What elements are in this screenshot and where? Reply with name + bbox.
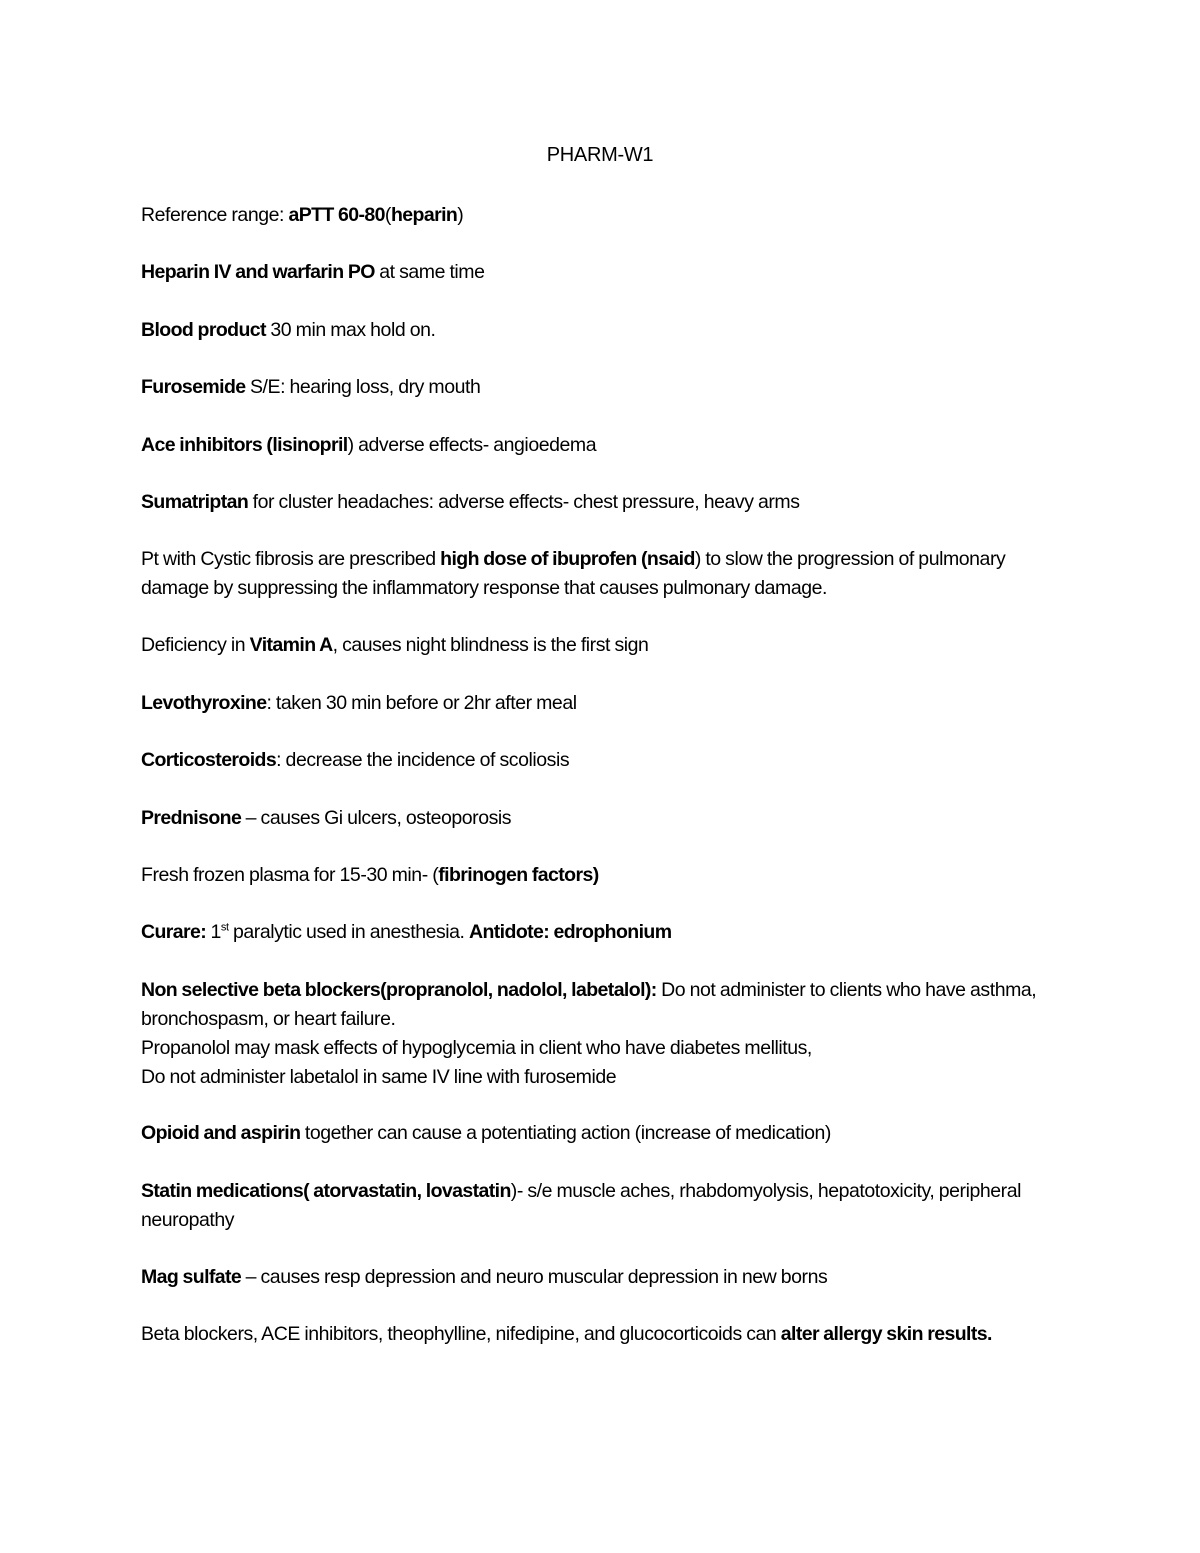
note-paragraph bbox=[141, 488, 1066, 517]
note-paragraph bbox=[141, 316, 1066, 345]
note-text: Pt with Cystic fibrosis are prescribed bbox=[141, 548, 441, 570]
bold-term: Opioid and aspirin bbox=[141, 1122, 301, 1144]
bold-term: heparin bbox=[390, 204, 458, 226]
note-paragraph bbox=[141, 1320, 1066, 1349]
note-text: ( bbox=[384, 204, 391, 226]
note-text: Reference range: bbox=[141, 204, 289, 226]
note-text: Do not administer labetalol in same IV line with furosemide bbox=[141, 1066, 617, 1088]
document-title: PHARM-W1 bbox=[546, 144, 654, 166]
note-paragraph bbox=[141, 201, 1066, 230]
note-text: ) adverse effects- angioedema bbox=[347, 434, 597, 456]
bold-term: Statin medications( atorvastatin, lovastatin bbox=[141, 1180, 511, 1202]
bold-term: Heparin IV and warfarin PO bbox=[141, 261, 375, 283]
note-paragraph bbox=[141, 631, 1066, 660]
note-paragraph bbox=[141, 689, 1066, 718]
note-paragraph bbox=[141, 1119, 1066, 1148]
bold-term: Antidote: edrophonium bbox=[469, 921, 672, 943]
note-paragraph bbox=[141, 431, 1066, 460]
bold-term: Corticosteroids bbox=[141, 749, 277, 771]
bold-term: Prednisone bbox=[141, 807, 242, 829]
bold-term: Non selective beta blockers(propranolol, nadolol, labetalol): bbox=[141, 979, 657, 1001]
note-text: – causes resp depression and neuro muscular depression in new borns bbox=[241, 1266, 828, 1288]
bold-term: fibrinogen factors) bbox=[438, 864, 599, 886]
note-paragraph bbox=[141, 918, 1066, 947]
note-text: : taken 30 min before or 2hr after meal bbox=[266, 692, 577, 714]
note-text: S/E: hearing loss, dry mouth bbox=[245, 376, 481, 398]
note-text: 30 min max hold on. bbox=[265, 319, 436, 341]
note-text: Fresh frozen plasma for 15-30 min- ( bbox=[141, 864, 439, 886]
note-text: , causes night blindness is the first sign bbox=[332, 634, 649, 656]
note-text: paralytic used in anesthesia. bbox=[228, 921, 469, 943]
note-paragraph bbox=[141, 373, 1066, 402]
note-text: )- s/e muscle aches, rhabdomyolysis, hepatotoxicity, peripheral neuropathy bbox=[141, 1180, 1021, 1231]
superscript: st bbox=[220, 921, 229, 934]
note-paragraph bbox=[141, 1263, 1066, 1292]
bold-term: Blood product bbox=[141, 319, 266, 341]
note-paragraph bbox=[141, 976, 1066, 1092]
bold-term: Furosemide bbox=[141, 376, 246, 398]
note-text: Deficiency in bbox=[141, 634, 250, 656]
note-text: together can cause a potentiating action (increase of medication) bbox=[300, 1122, 831, 1144]
bold-term: high dose of ibuprofen (nsaid bbox=[440, 548, 695, 570]
note-text: Beta blockers, ACE inhibitors, theophylline, nifedipine, and glucocorticoids can bbox=[141, 1323, 781, 1345]
note-paragraph bbox=[141, 258, 1066, 287]
note-text: Do not administer to clients who have asthma, bronchospasm, or heart failure. bbox=[141, 979, 1037, 1030]
note-paragraph bbox=[141, 545, 1066, 603]
note-text: : decrease the incidence of scoliosis bbox=[276, 749, 570, 771]
bold-term: Ace inhibitors (lisinopril bbox=[141, 434, 348, 456]
note-text: Propanolol may mask effects of hypoglycemia in client who have diabetes mellitus, bbox=[141, 1037, 812, 1059]
note-paragraph bbox=[141, 746, 1066, 775]
note-text: at same time bbox=[374, 261, 485, 283]
note-text: for cluster headaches: adverse effects- chest pressure, heavy arms bbox=[248, 491, 800, 513]
bold-term: Sumatriptan bbox=[141, 491, 249, 513]
note-text: ) to slow the progression of pulmonary damage by suppressing the inflammatory response that causes pulmonary damage. bbox=[141, 548, 1006, 599]
bold-term: alter allergy skin results. bbox=[780, 1323, 992, 1345]
bold-term: aPTT 60-80 bbox=[288, 204, 385, 226]
note-text: ) bbox=[457, 204, 464, 226]
note-text: 1 bbox=[210, 921, 221, 943]
note-paragraph bbox=[141, 804, 1066, 833]
bold-term: Curare: bbox=[141, 921, 211, 943]
note-paragraph bbox=[141, 1177, 1066, 1235]
note-paragraph bbox=[141, 861, 1066, 890]
bold-term: Levothyroxine bbox=[141, 692, 267, 714]
bold-term: Mag sulfate bbox=[141, 1266, 242, 1288]
note-text: – causes Gi ulcers, osteoporosis bbox=[241, 807, 512, 829]
bold-term: Vitamin A bbox=[249, 634, 333, 656]
